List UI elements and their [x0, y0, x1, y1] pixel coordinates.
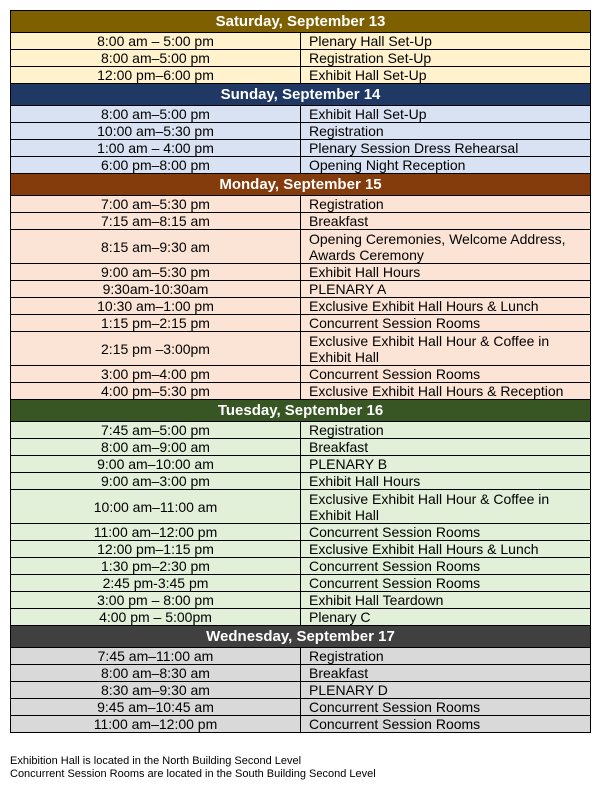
- schedule-row: [11, 196, 591, 213]
- schedule-row: [11, 366, 591, 383]
- time-cell: 8:30 am–9:30 am: [11, 682, 301, 699]
- event-cell: Plenary Hall Set-Up: [301, 33, 591, 50]
- event-cell: Exclusive Exhibit Hall Hours & Reception: [301, 383, 591, 400]
- time-cell: 10:00 am–5:30 pm: [11, 123, 301, 140]
- day-header: [11, 11, 591, 33]
- time-cell: 3:00 pm–4:00 pm: [11, 366, 301, 383]
- event-cell: Opening Ceremonies, Welcome Address, Awards Ceremony: [301, 230, 591, 264]
- time-cell: 8:00 am – 5:00 pm: [11, 33, 301, 50]
- event-cell: PLENARY A: [301, 281, 591, 298]
- day-header: [11, 174, 591, 196]
- time-cell: 12:00 pm–1:15 pm: [11, 541, 301, 558]
- schedule-body: [11, 11, 591, 733]
- time-cell: 7:15 am–8:15 am: [11, 213, 301, 230]
- schedule-row: [11, 541, 591, 558]
- event-cell: Concurrent Session Rooms: [301, 524, 591, 541]
- schedule-row: [11, 558, 591, 575]
- event-cell: Breakfast: [301, 213, 591, 230]
- event-cell: Concurrent Session Rooms: [301, 699, 591, 716]
- event-cell: Exhibit Hall Set-Up: [301, 106, 591, 123]
- day-header: [11, 84, 591, 106]
- time-cell: 11:00 am–12:00 pm: [11, 716, 301, 733]
- schedule-row: [11, 383, 591, 400]
- exhibition-hall-note: Exhibition Hall is located in the North Building Second Level: [10, 755, 302, 767]
- schedule-row: [11, 439, 591, 456]
- time-cell: 2:15 pm –3:00pm: [11, 332, 301, 366]
- schedule-row: [11, 332, 591, 366]
- time-cell: 4:00 pm – 5:00pm: [11, 609, 301, 626]
- event-cell: Registration: [301, 648, 591, 665]
- event-cell: Exhibit Hall Hours: [301, 473, 591, 490]
- event-cell: PLENARY D: [301, 682, 591, 699]
- schedule-row: [11, 264, 591, 281]
- time-cell: 9:30am-10:30am: [11, 281, 301, 298]
- schedule-row: [11, 682, 591, 699]
- schedule-row: [11, 665, 591, 682]
- event-cell: Concurrent Session Rooms: [301, 366, 591, 383]
- event-cell: Concurrent Session Rooms: [301, 575, 591, 592]
- event-cell: PLENARY B: [301, 456, 591, 473]
- schedule-row: [11, 716, 591, 733]
- event-cell: Exhibit Hall Set-Up: [301, 67, 591, 84]
- time-cell: 9:00 am–3:00 pm: [11, 473, 301, 490]
- schedule-row: [11, 524, 591, 541]
- time-cell: 11:00 am–12:00 pm: [11, 524, 301, 541]
- time-cell: 7:00 am–5:30 pm: [11, 196, 301, 213]
- time-cell: 8:15 am–9:30 am: [11, 230, 301, 264]
- time-cell: 1:00 am – 4:00 pm: [11, 140, 301, 157]
- schedule-row: [11, 140, 591, 157]
- time-cell: 8:00 am–5:00 pm: [11, 106, 301, 123]
- day-title: Sunday, September 14: [11, 84, 591, 106]
- event-cell: Registration: [301, 123, 591, 140]
- time-cell: 6:00 pm–8:00 pm: [11, 157, 301, 174]
- schedule-row: [11, 106, 591, 123]
- day-title: Tuesday, September 16: [11, 400, 591, 422]
- schedule-row: [11, 213, 591, 230]
- schedule-row: [11, 67, 591, 84]
- schedule-row: [11, 422, 591, 439]
- event-cell: Concurrent Session Rooms: [301, 716, 591, 733]
- location-notes: [10, 755, 376, 781]
- session-rooms-note: Concurrent Session Rooms are located in the South Building Second Level: [10, 768, 376, 780]
- event-cell: Exclusive Exhibit Hall Hours & Lunch: [301, 298, 591, 315]
- time-cell: 9:00 am–10:00 am: [11, 456, 301, 473]
- event-cell: Exclusive Exhibit Hall Hours & Lunch: [301, 541, 591, 558]
- schedule-row: [11, 609, 591, 626]
- event-cell: Registration: [301, 422, 591, 439]
- event-cell: Registration Set-Up: [301, 50, 591, 67]
- day-header: [11, 626, 591, 648]
- time-cell: 9:45 am–10:45 am: [11, 699, 301, 716]
- schedule-row: [11, 230, 591, 264]
- event-cell: Concurrent Session Rooms: [301, 315, 591, 332]
- time-cell: 4:00 pm–5:30 pm: [11, 383, 301, 400]
- schedule-row: [11, 473, 591, 490]
- day-title: Wednesday, September 17: [11, 626, 591, 648]
- schedule-row: [11, 490, 591, 524]
- event-cell: Exhibit Hall Hours: [301, 264, 591, 281]
- event-cell: Concurrent Session Rooms: [301, 558, 591, 575]
- time-cell: 12:00 pm–6:00 pm: [11, 67, 301, 84]
- event-cell: Exclusive Exhibit Hall Hour & Coffee in Exhibit Hall: [301, 332, 591, 366]
- time-cell: 1:15 pm–2:15 pm: [11, 315, 301, 332]
- schedule-row: [11, 33, 591, 50]
- event-cell: Breakfast: [301, 439, 591, 456]
- time-cell: 7:45 am–11:00 am: [11, 648, 301, 665]
- event-cell: Breakfast: [301, 665, 591, 682]
- schedule-row: [11, 648, 591, 665]
- schedule-row: [11, 157, 591, 174]
- day-title: Monday, September 15: [11, 174, 591, 196]
- schedule-row: [11, 123, 591, 140]
- schedule-row: [11, 592, 591, 609]
- time-cell: 10:00 am–11:00 am: [11, 490, 301, 524]
- schedule-row: [11, 298, 591, 315]
- schedule-row: [11, 281, 591, 298]
- time-cell: 8:00 am–5:00 pm: [11, 50, 301, 67]
- time-cell: 3:00 pm – 8:00 pm: [11, 592, 301, 609]
- time-cell: 9:00 am–5:30 pm: [11, 264, 301, 281]
- event-cell: Exclusive Exhibit Hall Hour & Coffee in Exhibit Hall: [301, 490, 591, 524]
- time-cell: 8:00 am–8:30 am: [11, 665, 301, 682]
- time-cell: 7:45 am–5:00 pm: [11, 422, 301, 439]
- schedule-table: [10, 10, 591, 733]
- day-title: Saturday, September 13: [11, 11, 591, 33]
- time-cell: 2:45 pm-3:45 pm: [11, 575, 301, 592]
- time-cell: 1:30 pm–2:30 pm: [11, 558, 301, 575]
- schedule-row: [11, 456, 591, 473]
- time-cell: 10:30 am–1:00 pm: [11, 298, 301, 315]
- event-cell: Registration: [301, 196, 591, 213]
- event-cell: Plenary C: [301, 609, 591, 626]
- schedule-row: [11, 699, 591, 716]
- day-header: [11, 400, 591, 422]
- schedule-row: [11, 575, 591, 592]
- schedule-row: [11, 315, 591, 332]
- event-cell: Exhibit Hall Teardown: [301, 592, 591, 609]
- time-cell: 8:00 am–9:00 am: [11, 439, 301, 456]
- event-cell: Plenary Session Dress Rehearsal: [301, 140, 591, 157]
- event-cell: Opening Night Reception: [301, 157, 591, 174]
- schedule-row: [11, 50, 591, 67]
